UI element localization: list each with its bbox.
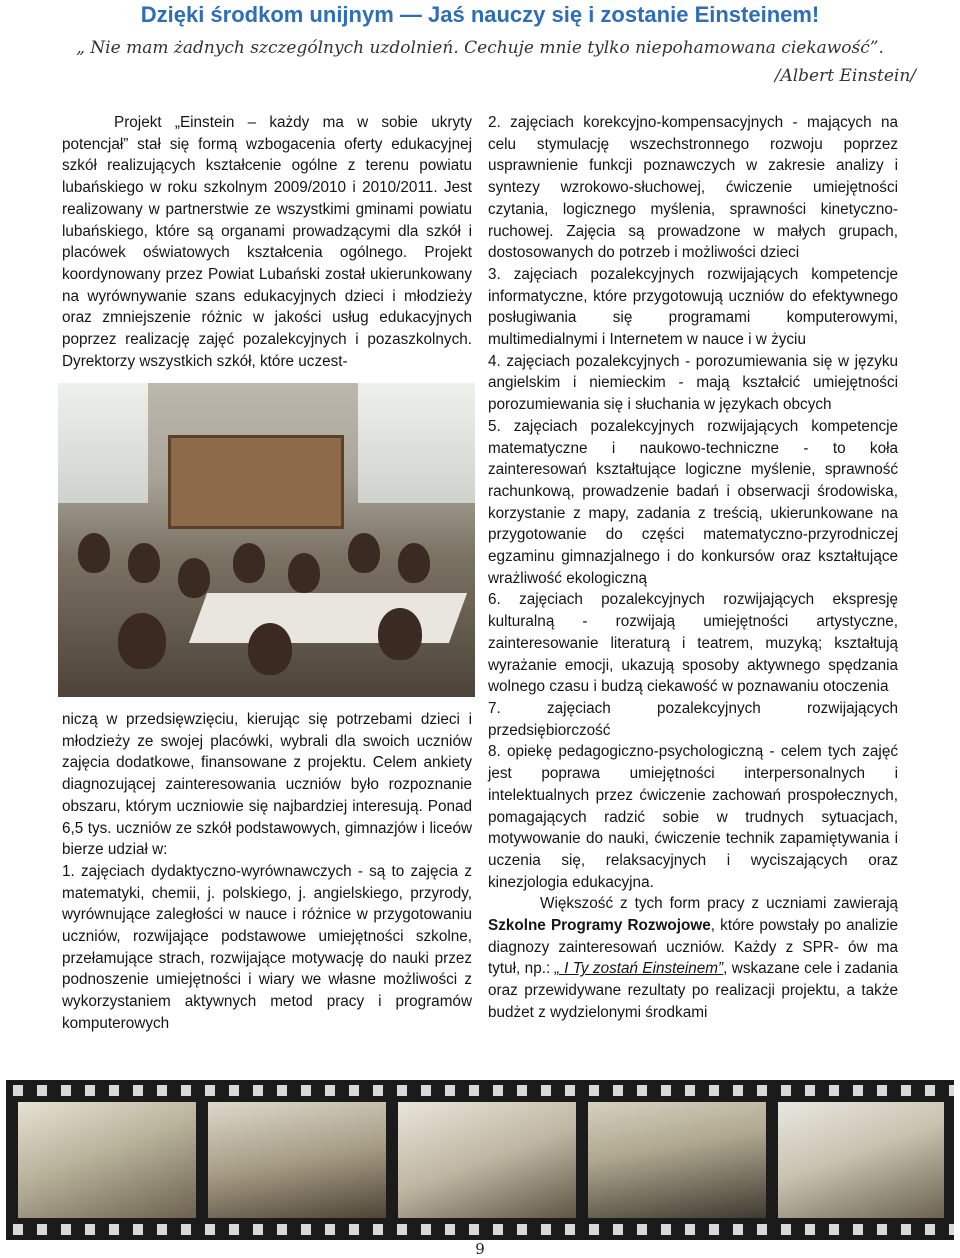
- left-column-bottom: [62, 709, 472, 1035]
- right-column: [488, 112, 898, 1024]
- list-item-1: 1. zajęciach dydaktyczno-wyrównawczych - są to zajęcia z matematyki, chemii, j. polskiego, j. angielskiego, przyrody, wyrównujące zaległości w nauce i różnice w przygotowaniu uczniów, rozwijające podstawowe umiejętności szkolne, przełamujące strach, rozwijające motywację do nauki przez podnoszenie umiejętności i wiary we własne możliwości z wykorzystaniem aktywnych metod pracy i programów komputerowych: [62, 862, 472, 1032]
- list-item-4: 4. zajęciach pozalekcyjnych - porozumiewania się w języku angielskim i niemieckim - mają kształcić umiejętności porozumiewania się i słuchania w językach obcych: [488, 352, 898, 414]
- closing-paragraph: [488, 893, 898, 1023]
- einstein-quote: „ Nie mam żadnych szczególnych uzdolnień. Cechuje mnie tylko niepohamowana ciekawość”.: [76, 38, 884, 58]
- quote-author: /Albert Einstein/: [774, 66, 916, 86]
- list-item-2: 2. zajęciach korekcyjno-kompensacyjnych - mających na celu stymulację wszechstronnego rozwoju poprzez usprawnienie funkcji poznawczych w zakresie analizy i syntezy wzrokowo-słuchowej, ćwiczenie umiejętności czytania, logicznego myślenia, sprawności kinetyczno-ruchowej. Zajęcia są prowadzone w małych grupach, dostosowanych do potrzeb i możliwości dzieci: [488, 114, 898, 262]
- spr-highlight: Szkolne Programy Rozwojowe: [488, 917, 711, 935]
- meeting-photo: [58, 383, 475, 697]
- spr-example-title: „ I Ty zostań Einsteinem”: [554, 960, 724, 978]
- list-item-8: 8. opiekę pedagogiczno-psychologiczną - celem tych zajęć jest poprawa umiejętności interpersonalnych i intelektualnych przez ćwiczenie zachowań prospołecznych, pomagających radzić sobie w trudnych sytuacjach, motywowanie do nauki, ćwiczenie technik zapamiętywania i uczenia się, relaksacyjnych i wyciszających oraz kinezjologia edukacyjna.: [488, 743, 898, 891]
- intro-paragraph: Projekt „Einstein – każdy ma w sobie ukryty potencjał” stał się formą wzbogacenia oferty edukacyjnej szkół realizujących kształcenie ogólne z terenu powiatu lubańskiego w roku szkolnym 2009/2010 i 2010/2011. Jest realizowany w partnerstwie ze wszystkimi gminami powiatu lubańskiego, które są organami prowadzącymi dla szkół i placówek oświatowych kształcenia ogólnego. Projekt koordynowany przez Powiat Lubański został ukierunkowany na wyrównywanie szans edukacyjnych dzieci i młodzieży oraz zmniejszenie różnic w jakości usług edukacyjnych poprzez realizację zajęć pozalekcyjnych i pozaszkolnych. Dyrektorzy wszystkich szkół, które uczest-: [62, 114, 472, 370]
- list-item-7: 7. zajęciach pozalekcyjnych rozwijających przedsiębiorczość: [488, 699, 898, 739]
- film-photo: [18, 1102, 196, 1218]
- participation-paragraph: niczą w przedsięwzięciu, kierując się potrzebami dzieci i młodzieży ze swojej placówki, wybrali dla swoich uczniów zajęcia dodatkowe, finansowane z projektu. Celem ankiety diagnozującej zainteresowania uczniów było rozpoznanie obszaru, którym uczniowie się najbardziej interesują. Ponad 6,5 tys. uczniów ze szkół podstawowych, gimnazjów i liceów bierze udział w:: [62, 711, 472, 859]
- film-photo: [588, 1102, 766, 1218]
- page-title: Dzięki środkom unijnym — Jaś nauczy się i zostanie Einsteinem!: [140, 2, 820, 27]
- list-item-5: 5. zajęciach pozalekcyjnych rozwijających kompetencje matematyczne i naukowo-techniczne - to koła zainteresowań kształtujące logiczne myślenie, sprawność rachunkową, prowadzenie badań i obserwacji środowiska, korzystanie z mapy, zadania z treścią, ukierunkowane na przygotowanie do części matematyczno-przyrodniczej egzaminu gimnazjalnego i do konkursów oraz kształtujące wrażliwość ekologiczną: [488, 417, 898, 587]
- film-photo: [398, 1102, 576, 1218]
- closing-text-mid: , które powstały po analizie diagnozy zainteresowań uczniów. Każdy z SPR- ów ma tytuł, np.:: [488, 917, 898, 978]
- photo-filmstrip: [6, 1080, 954, 1240]
- closing-text-end: , wskazane cele i zadania oraz przewidywane rezultaty po realizacji projektu, a także budżet z wydzielonymi środkami: [488, 960, 898, 1021]
- page-number: 9: [475, 1240, 485, 1258]
- left-column-top: [62, 112, 472, 372]
- film-photo: [778, 1102, 944, 1218]
- list-item-3: 3. zajęciach pozalekcyjnych rozwijających kompetencje informatyczne, które przygotowują uczniów do efektywnego posługiwania się programami komputerowymi, multimedialnymi i Internetem w nauce i w życiu: [488, 265, 898, 349]
- list-item-6: 6. zajęciach pozalekcyjnych rozwijających ekspresję kulturalną - rozwijają umiejętności artystyczne, zainteresowanie literaturą i teatrem, muzyką; kształtują wyrażanie emocji, ukazują sposoby aktywnego spędzania wolnego czasu i budzą ciekawość w poznawaniu otoczenia: [488, 591, 898, 696]
- closing-text-start: Większość z tych form pracy z uczniami zawierają: [540, 895, 898, 913]
- film-photo: [208, 1102, 386, 1218]
